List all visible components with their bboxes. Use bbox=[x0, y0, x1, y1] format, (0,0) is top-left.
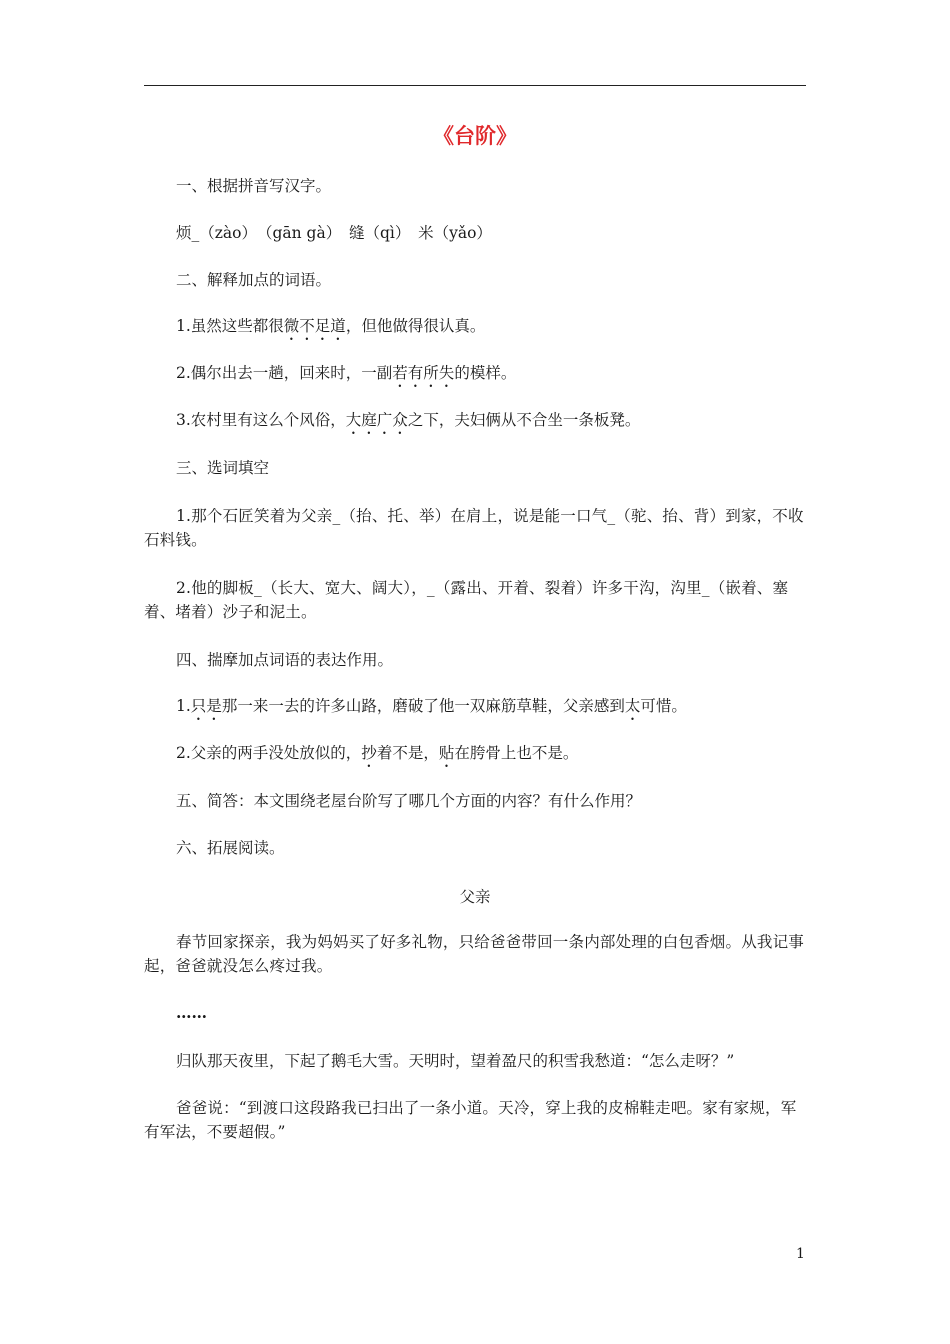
reading-paragraph-1: 春节回家探亲，我为妈妈买了好多礼物，只给爸爸带回一条内部处理的白包香烟。从我记事起，爸爸就没怎么疼过我。 bbox=[144, 933, 805, 975]
s2-q2-post: 的模样。 bbox=[454, 364, 517, 382]
s4-q2-post: 在胯骨上也不是。 bbox=[454, 744, 579, 762]
header-rule bbox=[144, 85, 806, 86]
s3-question-1: 1.那个石匠笑着为父亲_（抬、托、举）在肩上，说是能一口气_（驼、抬、背）到家，不收石料钱。 bbox=[144, 507, 804, 549]
reading-paragraph-2: 归队那天夜里，下起了鹅毛大雪。天明时，望着盈尺的积雪我愁道：“怎么走呀？” bbox=[176, 1052, 735, 1070]
document-title: 《台阶》 bbox=[433, 124, 517, 148]
s2-q2-pre: 2.偶尔出去一趟，回来时，一副 bbox=[176, 364, 393, 382]
s4-q1-mid: 那一来一去的许多山路，磨破了他一双麻筋草鞋，父亲感到 bbox=[221, 697, 625, 715]
s2-q3-dotted: 大庭广众 bbox=[345, 411, 408, 429]
s3-question-2: 2.他的脚板_（长大、宽大、阔大），_（露出、开着、裂着）许多干沟，沟里_（嵌着、塞着、堵着）沙子和泥土。 bbox=[144, 579, 789, 621]
section-3-heading: 三、选词填空 bbox=[176, 459, 270, 477]
reading-paragraph-3: 爸爸说：“到渡口这段路我已扫出了一条小道。天冷，穿上我的皮棉鞋走吧。家有家规，军有军法，不要超假。” bbox=[144, 1099, 797, 1141]
s2-q1-post: ，但他做得很认真。 bbox=[345, 317, 486, 335]
s2-q1-dotted: 微不足道 bbox=[283, 317, 346, 335]
reading-title: 父亲 bbox=[459, 888, 491, 906]
s2-question-2 bbox=[176, 363, 808, 391]
s4-q2-dotted-1: 抄 bbox=[361, 744, 377, 762]
s2-q3-pre: 3.农村里有这么个风俗， bbox=[176, 411, 346, 429]
s4-q1-dotted-2: 太 bbox=[624, 697, 641, 715]
s4-q2-mid: 着不是， bbox=[376, 744, 439, 762]
pinyin-line: 烦_（zào） （gān gà） 缝（qì） 米（yǎo） bbox=[176, 224, 492, 242]
section-5-heading: 五、简答：本文围绕老屋台阶写了哪几个方面的内容？有什么作用？ bbox=[176, 792, 642, 810]
section-2-heading: 二、解释加点的词语。 bbox=[176, 271, 332, 289]
s4-q1-pre: 1. bbox=[176, 697, 191, 715]
s4-q1-post: 可惜。 bbox=[640, 697, 687, 715]
s2-question-3 bbox=[176, 410, 808, 438]
page-number: 1 bbox=[796, 1246, 805, 1262]
s4-question-2 bbox=[176, 743, 808, 771]
s2-q1-pre: 1.虽然这些都很 bbox=[176, 317, 284, 335]
s2-q3-post: 之下，夫妇俩从不合坐一条板凳。 bbox=[407, 411, 641, 429]
s4-q2-pre: 2.父亲的两手没处放似的， bbox=[176, 744, 362, 762]
section-4-heading: 四、揣摩加点词语的表达作用。 bbox=[176, 651, 394, 669]
s4-q2-dotted-2: 贴 bbox=[438, 744, 455, 762]
s2-question-1 bbox=[176, 316, 808, 344]
s2-q2-dotted: 若有所失 bbox=[392, 364, 455, 382]
reading-ellipsis: …… bbox=[176, 1003, 207, 1022]
s4-question-1 bbox=[176, 696, 808, 724]
section-1-heading: 一、根据拼音写汉字。 bbox=[176, 177, 332, 195]
section-6-heading: 六、拓展阅读。 bbox=[176, 839, 285, 857]
s4-q1-dotted-1: 只是 bbox=[190, 697, 222, 715]
